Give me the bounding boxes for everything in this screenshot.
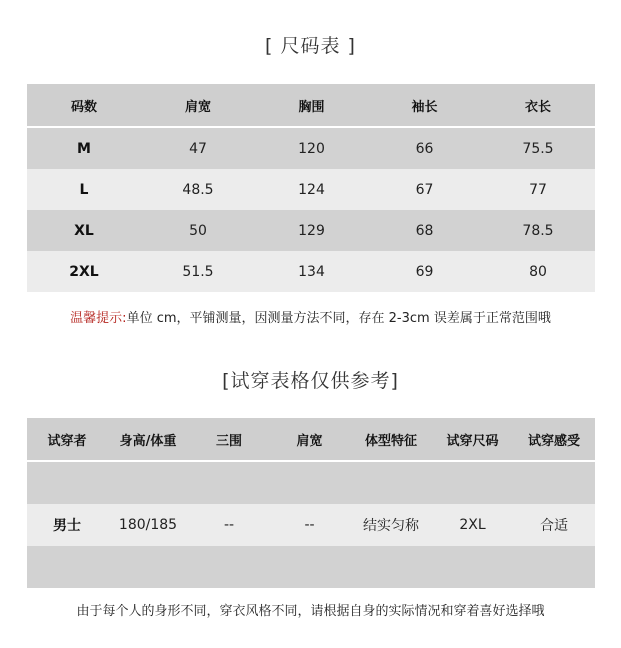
header-trial-size: 试穿尺码: [446, 433, 499, 449]
size-chart-header-row: [27, 84, 595, 126]
shoulder-cell: 48.5: [182, 181, 214, 198]
size-note: [0, 307, 621, 326]
measurements-cell: --: [223, 517, 235, 533]
table-row: [27, 169, 595, 210]
size-chart-title: [ 尺码表 ]: [265, 35, 356, 57]
table-cell: [432, 546, 513, 588]
table-cell: [189, 462, 269, 504]
header-size-code: 码数: [70, 99, 97, 115]
sleeve-cell: 67: [415, 181, 434, 198]
header-length: 衣长: [524, 99, 551, 115]
table-row: [27, 546, 595, 588]
chest-cell: 134: [298, 263, 325, 280]
shoulder-cell: --: [304, 517, 315, 533]
trial-chart-title: [试穿表格仅供参考]: [222, 370, 399, 392]
shoulder-cell: 51.5: [182, 263, 214, 280]
length-cell: 75.5: [522, 140, 554, 157]
table-row: [27, 128, 595, 169]
table-row: [27, 462, 595, 504]
shoulder-cell: 50: [189, 222, 207, 239]
sleeve-cell: 69: [415, 263, 434, 280]
table-cell: [107, 462, 189, 504]
trial-size-cell: 2XL: [459, 517, 486, 533]
trial-footer-note: 由于每个人的身形不同，穿衣风格不同，请根据自身的实际情况和穿着喜好选择哦: [76, 604, 545, 619]
table-cell: [27, 546, 107, 588]
table-cell: [269, 546, 350, 588]
shoulder-cell: 47: [189, 140, 207, 157]
table-row: [27, 504, 595, 546]
size-code-cell: XL: [74, 222, 94, 239]
size-code-cell: M: [77, 140, 91, 157]
table-cell: [269, 462, 350, 504]
header-measurements: 三围: [215, 433, 242, 449]
table-cell: [350, 462, 432, 504]
table-cell: [189, 546, 269, 588]
header-chest: 胸围: [298, 99, 325, 115]
table-row: [27, 210, 595, 251]
chest-cell: 129: [298, 222, 325, 239]
table-cell: [513, 546, 595, 588]
length-cell: 80: [529, 263, 547, 280]
sleeve-cell: 68: [415, 222, 434, 239]
table-cell: [513, 462, 595, 504]
table-cell: [432, 462, 513, 504]
size-code-cell: L: [79, 181, 89, 198]
chest-cell: 120: [298, 140, 325, 157]
header-fit-feeling: 试穿感受: [527, 433, 580, 449]
length-cell: 78.5: [522, 222, 554, 239]
height-weight-cell: 180/185: [118, 517, 178, 533]
trial-chart-header-row: [27, 418, 595, 460]
header-shoulder: 肩宽: [296, 433, 323, 449]
header-sleeve: 袖长: [411, 99, 438, 115]
chest-cell: 124: [298, 181, 325, 198]
note-label: 温馨提示:: [70, 311, 127, 326]
size-chart-table: [27, 84, 595, 292]
fit-feeling-cell: 合适: [540, 518, 568, 534]
table-cell: [350, 546, 432, 588]
size-code-cell: 2XL: [69, 263, 99, 280]
sleeve-cell: 66: [415, 140, 434, 157]
table-row: [27, 251, 595, 292]
header-height-weight: 身高/体重: [119, 433, 177, 449]
table-cell: [27, 462, 107, 504]
body-type-cell: 结实匀称: [363, 518, 419, 534]
note-text: 单位 cm，平铺测量，因测量方法不同，存在 2-3cm 误差属于正常范围哦: [126, 311, 551, 326]
header-tester: 试穿者: [47, 433, 87, 449]
header-shoulder: 肩宽: [184, 99, 211, 115]
length-cell: 77: [529, 181, 547, 198]
table-cell: [107, 546, 189, 588]
trial-chart-table: [27, 418, 595, 588]
tester-cell: 男士: [53, 518, 81, 534]
header-body-type: 体型特征: [364, 433, 417, 449]
